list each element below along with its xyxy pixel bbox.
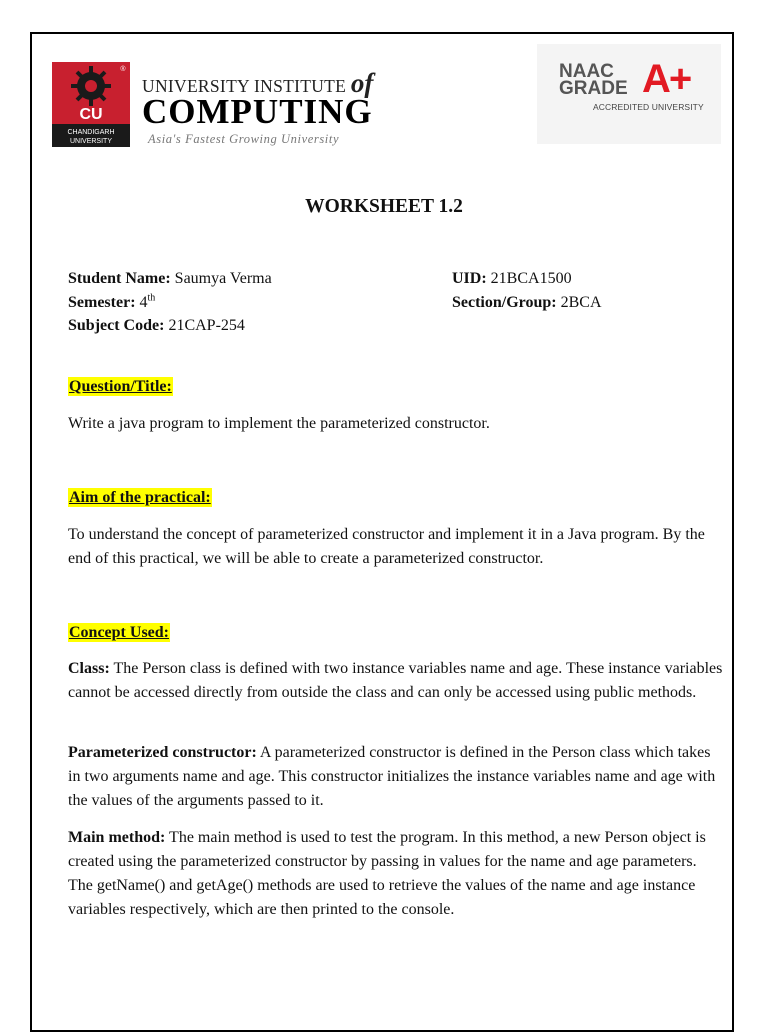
registered-mark: ® <box>120 66 126 73</box>
worksheet-title: WORKSHEET 1.2 <box>305 196 463 217</box>
semester-value: 4 <box>139 293 148 311</box>
student-name-value: Saumya Verma <box>174 270 272 287</box>
institute-of: of <box>350 68 374 98</box>
subject-code-value: 21CAP-254 <box>168 317 245 334</box>
aim-heading: Aim of the practical: <box>69 489 211 506</box>
subject-code-label: Subject Code: <box>68 317 165 334</box>
cu-logo <box>52 62 130 147</box>
semester-suffix: th <box>147 292 156 304</box>
cu-caption-line1: CHANDIGARH <box>67 129 115 136</box>
main-method-text: The main method is used to test the program. In this method, a new Person object is created using the parameterized constructor by passing in values for the name and age parameters. The getName() and getAge() methods are used to retrieve the values of the name and age instance variables respectively, which are then printed to the console. <box>68 829 706 918</box>
question-text: Write a java program to implement the parameterized constructor. <box>68 415 490 432</box>
aim-text: To understand the concept of parameterized constructor and implement it in a Java program. By the end of this practical, we will be able to create a parameterized constructor. <box>68 526 705 567</box>
main-method-paragraph <box>68 826 723 922</box>
param-constructor-label: Parameterized constructor: <box>68 744 257 761</box>
institute-line2: COMPUTING <box>142 92 373 131</box>
uid-label: UID: <box>452 270 487 287</box>
param-constructor-text: A parameterized constructor is defined in the Person class which takes in two arguments name and age. This constructor initializes the instance variables name and age with the values of the arguments passed to it. <box>68 744 716 809</box>
uid-row <box>452 267 602 291</box>
institute-line1: UNIVERSITY INSTITUTE <box>142 76 347 96</box>
class-paragraph <box>68 657 723 705</box>
naac-logo <box>537 44 721 144</box>
section-row <box>452 291 602 315</box>
student-info-left <box>68 267 272 338</box>
subject-code-row <box>68 314 272 338</box>
cu-caption-line2: UNIVERSITY <box>69 138 113 145</box>
section-label: Section/Group: <box>452 293 557 311</box>
semester-label: Semester: <box>68 293 136 311</box>
institute-wordmark <box>142 68 373 147</box>
cu-badge-text: CU <box>79 106 103 123</box>
main-method-label: Main method: <box>68 829 166 846</box>
question-heading: Question/Title: <box>69 378 172 395</box>
naac-line1: NAAC <box>559 61 614 82</box>
student-info-right <box>452 267 602 314</box>
class-label: Class: <box>68 660 110 677</box>
section-value: 2BCA <box>560 293 602 311</box>
naac-line2: GRADE <box>559 78 628 99</box>
student-name-label: Student Name: <box>68 270 171 287</box>
semester-row <box>68 291 272 315</box>
uid-value: 21BCA1500 <box>490 270 572 287</box>
student-name-row <box>68 267 272 291</box>
institute-tagline: Asia's Fastest Growing University <box>148 132 340 146</box>
param-constructor-paragraph <box>68 741 723 813</box>
naac-grade: A+ <box>642 57 691 101</box>
class-text: The Person class is defined with two instance variables name and age. These instance variables cannot be accessed directly from outside the class and can only be accessed using public methods. <box>68 660 723 701</box>
naac-caption: ACCREDITED UNIVERSITY <box>593 102 704 112</box>
concept-heading: Concept Used: <box>69 624 169 641</box>
